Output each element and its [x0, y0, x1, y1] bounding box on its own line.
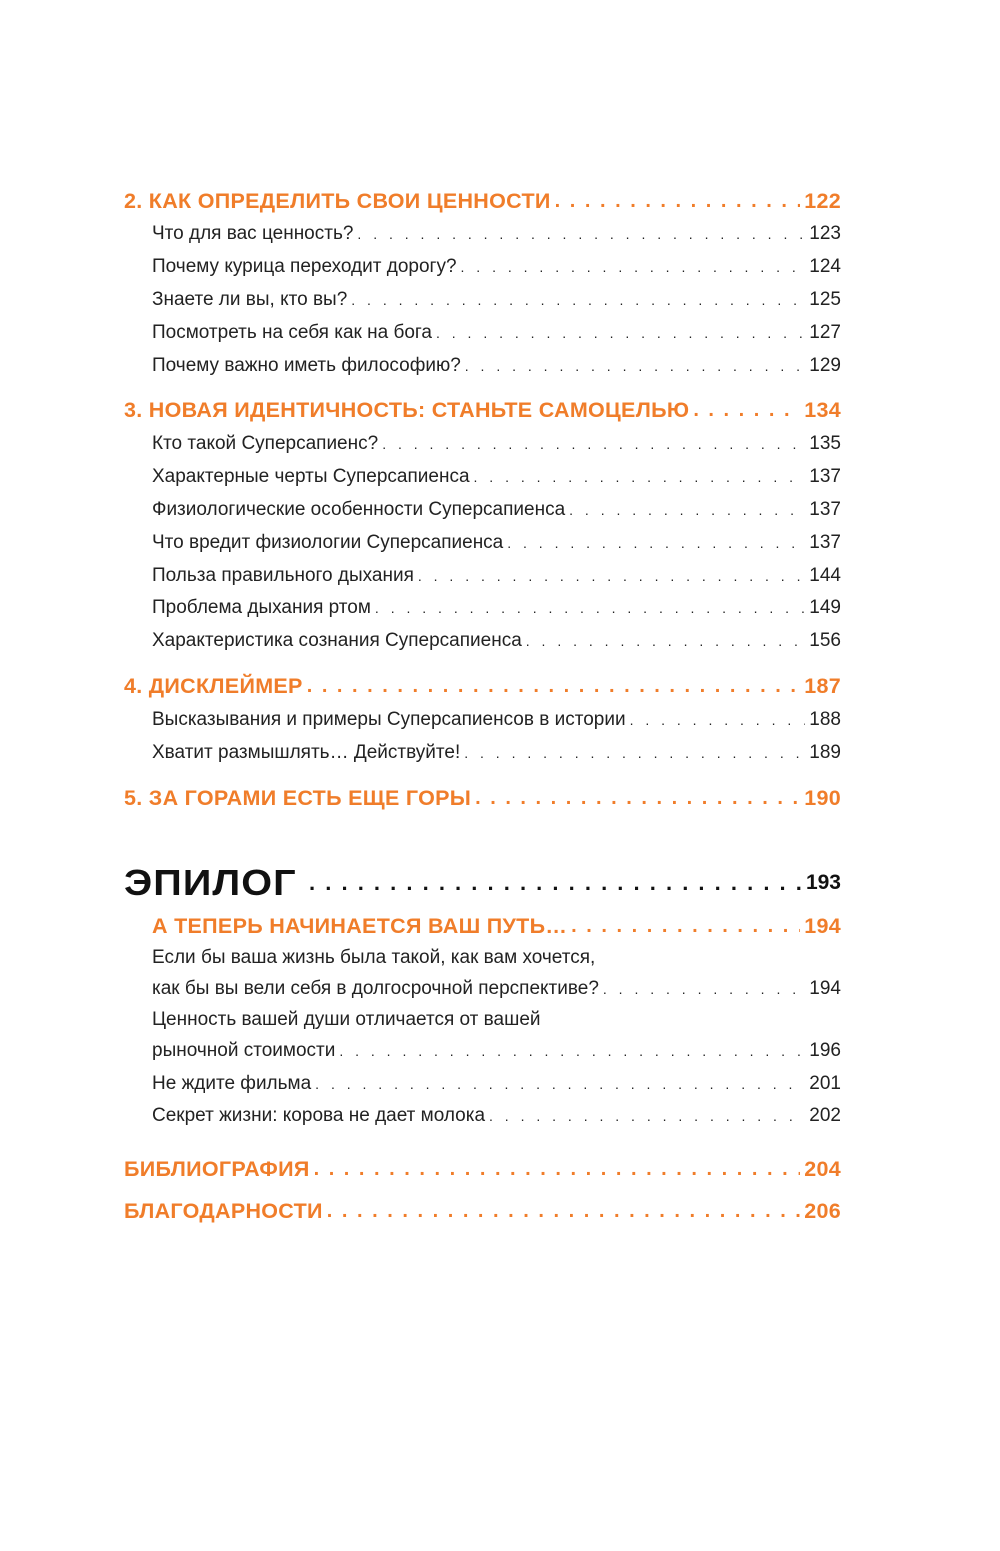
dot-leader — [357, 226, 805, 242]
toc-epilog[interactable] — [124, 857, 841, 909]
dot-leader — [571, 915, 800, 938]
entry-page: 196 — [809, 1040, 841, 1062]
toc-entry[interactable] — [124, 526, 841, 559]
entry-page: 201 — [809, 1072, 841, 1094]
entry-title-line1: Если бы ваша жизнь была такой, как вам хочется, — [152, 947, 596, 969]
entry-page: 202 — [809, 1105, 841, 1127]
entry-title: Высказывания и примеры Суперсапиенсов в истории — [152, 708, 626, 730]
entry-page: 123 — [809, 223, 841, 245]
section-page: 194 — [804, 913, 841, 938]
entry-page: 156 — [809, 630, 841, 652]
toc-entry[interactable] — [124, 251, 841, 284]
toc-entry[interactable] — [124, 736, 841, 769]
dot-leader — [339, 1043, 805, 1059]
dot-leader — [630, 712, 806, 728]
entry-title: Не ждите фильма — [152, 1072, 312, 1094]
dot-leader — [507, 535, 805, 551]
entry-title: Физиологические особенности Суперсапиенса — [152, 498, 566, 520]
toc-entry[interactable] — [124, 625, 841, 658]
acknowledgements-page: 206 — [804, 1199, 841, 1224]
entry-page: 129 — [809, 354, 841, 376]
dot-leader — [375, 600, 805, 616]
dot-leader — [569, 502, 805, 518]
entry-title: Что вредит физиологии Суперсапиенса — [152, 531, 504, 553]
entry-title: Хватит размышлять… Действуйте! — [152, 741, 461, 763]
entry-title: Что для вас ценность? — [152, 223, 354, 245]
entry-page: 135 — [809, 433, 841, 455]
entry-title: Польза правильного дыхания — [152, 564, 414, 586]
chapter-page: 190 — [804, 785, 841, 810]
entry-page: 127 — [809, 321, 841, 343]
toc-epilog-section[interactable] — [124, 909, 841, 943]
dot-leader — [418, 568, 805, 584]
entry-title: Посмотреть на себя как на бога — [152, 321, 432, 343]
dot-leader — [309, 870, 802, 896]
dot-leader — [436, 325, 805, 341]
entry-title: Кто такой Суперсапиенс? — [152, 433, 379, 455]
dot-leader — [314, 1158, 801, 1181]
entry-page: 189 — [809, 741, 841, 763]
table-of-contents — [124, 184, 841, 1229]
entry-title-line2: рыночной стоимости — [152, 1040, 336, 1062]
toc-entry[interactable] — [124, 704, 841, 737]
dot-leader — [327, 1200, 800, 1223]
entry-page: 149 — [809, 597, 841, 619]
dot-leader — [555, 190, 801, 213]
toc-bibliography[interactable] — [124, 1153, 841, 1187]
section-title: А ТЕПЕРЬ НАЧИНАЕТСЯ ВАШ ПУТЬ… — [152, 913, 568, 938]
chapter-title: 5. ЗА ГОРАМИ ЕСТЬ ЕЩЕ ГОРЫ — [124, 785, 472, 810]
chapter-title: 3. НОВАЯ ИДЕНТИЧНОСТЬ: СТАНЬТЕ САМОЦЕЛЬЮ — [124, 398, 690, 423]
entry-page: 125 — [809, 288, 841, 310]
epilog-page: 193 — [805, 871, 841, 895]
toc-chapter-4[interactable] — [124, 670, 841, 704]
entry-page: 144 — [809, 564, 841, 586]
dot-leader — [489, 1108, 805, 1124]
dot-leader — [693, 399, 800, 422]
bibliography-page: 204 — [804, 1157, 841, 1182]
entry-title: Проблема дыхания ртом — [152, 597, 371, 619]
entry-page: 194 — [809, 978, 841, 1000]
epilog-title: ЭПИЛОГ — [124, 862, 297, 904]
entry-page: 124 — [809, 256, 841, 278]
entry-title: Знаете ли вы, кто вы? — [152, 288, 348, 310]
dot-leader — [465, 358, 806, 374]
dot-leader — [461, 259, 806, 275]
dot-leader — [474, 469, 806, 485]
entry-title-line1: Ценность вашей души отличается от вашей — [152, 1009, 541, 1031]
acknowledgements-title: БЛАГОДАРНОСТИ — [124, 1199, 323, 1224]
toc-entry-multiline[interactable] — [124, 1005, 841, 1067]
toc-entry-multiline[interactable] — [124, 943, 841, 1005]
dot-leader — [315, 1076, 805, 1092]
chapter-title: 4. ДИСКЛЕЙМЕР — [124, 674, 303, 699]
toc-acknowledgements[interactable] — [124, 1195, 841, 1229]
toc-entry[interactable] — [124, 494, 841, 527]
chapter-page: 134 — [804, 398, 841, 423]
toc-entry[interactable] — [124, 428, 841, 461]
toc-entry[interactable] — [124, 559, 841, 592]
dot-leader — [526, 633, 806, 649]
chapter-title: 2. КАК ОПРЕДЕЛИТЬ СВОИ ЦЕННОСТИ — [124, 188, 551, 213]
chapter-page: 122 — [804, 188, 841, 213]
entry-title-line2: как бы вы вели себя в долгосрочной перспективе? — [152, 978, 599, 1000]
entry-title: Характерные черты Суперсапиенса — [152, 466, 470, 488]
toc-entry[interactable] — [124, 218, 841, 251]
chapter-page: 187 — [804, 674, 841, 699]
toc-chapter-3[interactable] — [124, 394, 841, 428]
entry-page: 188 — [809, 708, 841, 730]
entry-title: Почему важно иметь философию? — [152, 354, 461, 376]
dot-leader — [464, 745, 805, 761]
bibliography-title: БИБЛИОГРАФИЯ — [124, 1157, 310, 1182]
toc-entry[interactable] — [124, 1067, 841, 1100]
toc-chapter-2[interactable] — [124, 184, 841, 218]
entry-page: 137 — [809, 498, 841, 520]
entry-page: 137 — [809, 466, 841, 488]
toc-entry[interactable] — [124, 592, 841, 625]
dot-leader — [603, 981, 805, 997]
toc-entry[interactable] — [124, 1100, 841, 1133]
toc-entry[interactable] — [124, 316, 841, 349]
entry-page: 137 — [809, 531, 841, 553]
dot-leader — [475, 787, 800, 810]
toc-chapter-5[interactable] — [124, 781, 841, 815]
dot-leader — [351, 292, 805, 308]
entry-title: Характеристика сознания Суперсапиенса — [152, 630, 522, 652]
entry-title: Почему курица переходит дорогу? — [152, 256, 457, 278]
dot-leader — [382, 436, 805, 452]
toc-entry[interactable] — [124, 461, 841, 494]
dot-leader — [307, 675, 801, 698]
entry-title: Секрет жизни: корова не дает молока — [152, 1105, 486, 1127]
toc-entry[interactable] — [124, 284, 841, 317]
toc-entry[interactable] — [124, 349, 841, 382]
